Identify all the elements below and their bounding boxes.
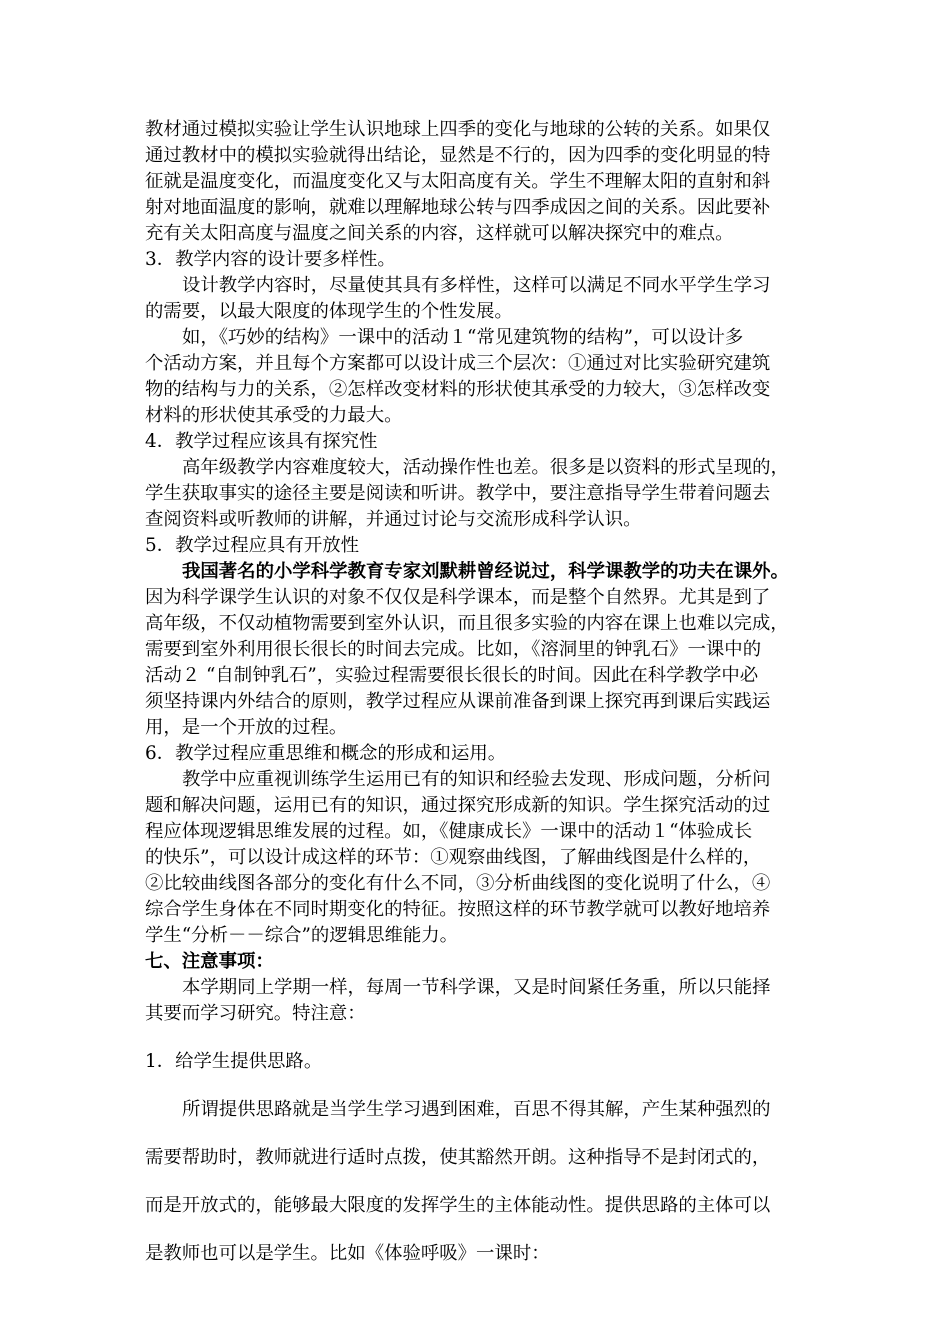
text-line: 所谓提供思路就是当学生学习遇到困难，百思不得其解，产生某种强烈的 [182, 1099, 771, 1120]
bold-quote-line: 我国著名的小学科学教育专家刘默耕曾经说过，科学课教学的功夫在课外。 [182, 561, 789, 582]
section-heading-5: 5．教学过程应具有开放性 [145, 535, 359, 556]
text-line: 射对地面温度的影响，就难以理解地球公转与四季成因之间的关系。因此要补 [145, 197, 771, 218]
text-line: 高年级，不仅动植物需要到室外认识，而且很多实验的内容在课上也难以完成， [145, 613, 789, 634]
text-line: 设计教学内容时，尽量使其具有多样性，这样可以满足不同水平学生学习 [182, 275, 771, 296]
text-line: 物的结构与力的关系，②怎样改变材料的形状使其承受的力较大，③怎样改变 [145, 379, 771, 400]
text-line: 需要帮助时，教师就进行适时点拨，使其豁然开朗。这种指导不是封闭式的， [145, 1147, 771, 1168]
section-heading-4: 4．教学过程应该具有探究性 [145, 431, 378, 452]
text-line: 因为科学课学生认识的对象不仅仅是科学课本，而是整个自然界。尤其是到了 [145, 587, 771, 608]
text-line: 其要而学习研究。特注意： [145, 1003, 366, 1024]
text-line: 教材通过模拟实验让学生认识地球上四季的变化与地球的公转的关系。如果仅 [145, 119, 771, 140]
text-line: ②比较曲线图各部分的变化有什么不同，③分析曲线图的变化说明了什么，④ [145, 873, 771, 894]
text-line: 教学中应重视训练学生运用已有的知识和经验去发现、形成问题，分析问 [182, 769, 771, 790]
text-line: 活动２ “自制钟乳石”，实验过程需要很长很长的时间。因此在科学教学中必 [145, 665, 759, 686]
text-line: 题和解决问题，运用已有的知识，通过探究形成新的知识。学生探究活动的过 [145, 795, 771, 816]
section-heading-3: 3．教学内容的设计要多样性。 [145, 249, 396, 270]
text-line: 学生“分析－－综合”的逻辑思维能力。 [145, 925, 459, 946]
text-line: 需要到室外利用很长很长的时间去完成。比如，《溶洞里的钟乳石》一课中的 [145, 639, 762, 660]
section-heading-7: 七、注意事项： [145, 951, 274, 972]
text-line: 综合学生身体在不同时期变化的特征。按照这样的环节教学就可以教好地培养 [145, 899, 771, 920]
text-line: 须坚持课内外结合的原则，教学过程应从课前准备到课上探究再到课后实践运 [145, 691, 771, 712]
text-line: 如，《巧妙的结构》一课中的活动１“常见建筑物的结构”，可以设计多 [182, 327, 744, 348]
text-line: 查阅资料或听教师的讲解，并通过讨论与交流形成科学认识。 [145, 509, 642, 530]
text-line: 通过教材中的模拟实验就得出结论，显然是不行的，因为四季的变化明显的特 [145, 145, 771, 166]
section-heading-6: 6．教学过程应重思维和概念的形成和运用。 [145, 743, 507, 764]
text-line: 充有关太阳高度与温度之间关系的内容，这样就可以解决探究中的难点。 [145, 223, 734, 244]
text-line: 的需要，以最大限度的体现学生的个性发展。 [145, 301, 513, 322]
text-line: 是教师也可以是学生。比如《体验呼吸》一课时： [145, 1243, 550, 1264]
text-line: 用，是一个开放的过程。 [145, 717, 348, 738]
text-line: 而是开放式的，能够最大限度的发挥学生的主体能动性。提供思路的主体可以 [145, 1195, 771, 1216]
text-line: 高年级教学内容难度较大，活动操作性也差。很多是以资料的形式呈现的， [182, 457, 789, 478]
text-line: 个活动方案，并且每个方案都可以设计成三个层次：①通过对比实验研究建筑 [145, 353, 771, 374]
numbered-item-1: 1．给学生提供思路。 [145, 1051, 323, 1072]
text-line: 本学期同上学期一样，每周一节科学课，又是时间紧任务重，所以只能择 [182, 977, 771, 998]
text-line: 程应体现逻辑思维发展的过程。如，《健康成长》一课中的活动１“体验成长 [145, 821, 753, 842]
text-line: 征就是温度变化，而温度变化又与太阳高度有关。学生不理解太阳的直射和斜 [145, 171, 771, 192]
text-line: 学生获取事实的途径主要是阅读和听讲。教学中，要注意指导学生带着问题去 [145, 483, 771, 504]
text-line: 的快乐”，可以设计成这样的环节：①观察曲线图，了解曲线图是什么样的， [145, 847, 762, 868]
text-line: 材料的形状使其承受的力最大。 [145, 405, 403, 426]
